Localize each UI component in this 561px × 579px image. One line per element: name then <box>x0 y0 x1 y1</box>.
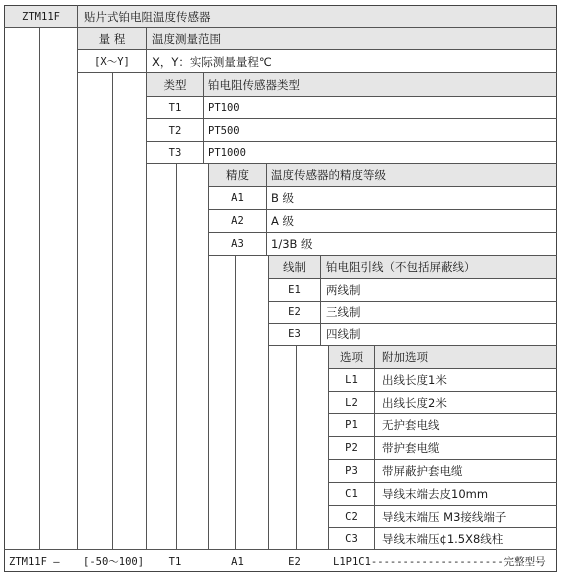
rule <box>328 482 557 483</box>
rule <box>266 163 267 255</box>
rule <box>235 255 236 549</box>
rule <box>77 49 557 50</box>
accuracy-code: A2 <box>231 215 244 227</box>
wiring-desc: 铂电阻引线（不包括屏蔽线） <box>326 260 476 274</box>
wiring-value: 四线制 <box>326 327 361 341</box>
rule <box>328 436 557 437</box>
rule <box>296 345 297 549</box>
rule <box>320 255 321 345</box>
rule <box>146 27 147 72</box>
accuracy-code: A3 <box>231 238 244 250</box>
example-extras: L1P1C1---------------------完整型号 <box>333 556 546 568</box>
extras-value: 导线末端压 M3接线端子 <box>382 510 507 524</box>
extras-value: 带护套电缆 <box>382 441 440 455</box>
accuracy-value: A 级 <box>271 214 295 228</box>
extras-code: P3 <box>345 465 358 477</box>
rule <box>328 413 557 414</box>
rule <box>146 118 557 119</box>
product-model: ZTM11F <box>22 11 60 23</box>
extras-value: 导线末端压¢1.5X8线柱 <box>382 532 504 546</box>
rule <box>374 345 375 549</box>
wiring-value: 三线制 <box>326 305 361 319</box>
wiring-code: E3 <box>288 328 301 340</box>
rule <box>77 5 78 27</box>
accuracy-label: 精度 <box>226 168 249 182</box>
rule <box>328 391 557 392</box>
rule <box>203 72 204 163</box>
type-code: T2 <box>168 125 182 137</box>
type-code: T3 <box>168 147 182 159</box>
accuracy-value: 1/3B 级 <box>271 237 313 251</box>
rule <box>268 278 557 279</box>
extras-code: P2 <box>345 442 358 454</box>
range-code: [X～Y] <box>94 56 130 68</box>
rule <box>112 72 113 549</box>
extras-value: 导线末端去皮10mm <box>382 487 489 501</box>
extras-code: L2 <box>345 397 358 409</box>
rule <box>208 232 557 233</box>
rule <box>77 27 78 549</box>
example-model: ZTM11F — <box>9 556 60 568</box>
example-accuracy: A1 <box>231 556 244 568</box>
range-desc: 温度测量范围 <box>152 32 221 46</box>
accuracy-code: A1 <box>231 192 244 204</box>
extras-value: 出线长度1米 <box>382 373 447 387</box>
range-code-desc: X，Y：实际测量量程℃ <box>152 55 272 69</box>
accuracy-value: B 级 <box>271 191 295 205</box>
extras-code: C3 <box>345 533 358 545</box>
rule <box>268 323 557 324</box>
type-value: PT500 <box>208 125 240 137</box>
extras-code: C1 <box>345 488 358 500</box>
rule <box>77 72 557 73</box>
type-value: PT100 <box>208 102 240 114</box>
extras-value: 带屏蔽护套电缆 <box>382 464 463 478</box>
extras-code: P1 <box>345 419 358 431</box>
wiring-code: E2 <box>288 306 301 318</box>
rule <box>39 27 40 549</box>
rule <box>328 459 557 460</box>
range-label: 量 程 <box>98 32 126 46</box>
extras-desc: 附加选项 <box>382 350 428 364</box>
rule <box>146 96 557 97</box>
type-label: 类型 <box>163 78 187 92</box>
product-name: 贴片式铂电阻温度传感器 <box>84 10 211 24</box>
rule <box>4 27 557 28</box>
rule <box>268 301 557 302</box>
rule <box>268 345 557 346</box>
wiring-label: 线制 <box>283 260 306 274</box>
type-desc: 铂电阻传感器类型 <box>208 78 300 92</box>
extras-label: 选项 <box>340 350 363 364</box>
rule <box>146 72 147 549</box>
extras-code: C2 <box>345 511 358 523</box>
accuracy-desc: 温度传感器的精度等级 <box>271 168 386 182</box>
type-code: T1 <box>168 102 182 114</box>
example-wiring: E2 <box>288 556 301 568</box>
rule <box>208 186 557 187</box>
header-row-range <box>77 28 556 49</box>
extras-value: 无护套电线 <box>382 418 440 432</box>
rule <box>328 505 557 506</box>
rule <box>268 255 269 549</box>
example-range: [-50～100] <box>83 556 145 568</box>
wiring-value: 两线制 <box>326 283 361 297</box>
rule <box>208 209 557 210</box>
rule <box>328 527 557 528</box>
rule <box>176 163 177 549</box>
rule <box>146 141 557 142</box>
rule <box>208 255 557 256</box>
rule <box>328 368 557 369</box>
type-value: PT1000 <box>208 147 246 159</box>
extras-code: L1 <box>345 374 358 386</box>
wiring-code: E1 <box>288 284 301 296</box>
example-type: T1 <box>168 556 182 568</box>
rule <box>4 549 557 550</box>
extras-value: 出线长度2米 <box>382 396 447 410</box>
